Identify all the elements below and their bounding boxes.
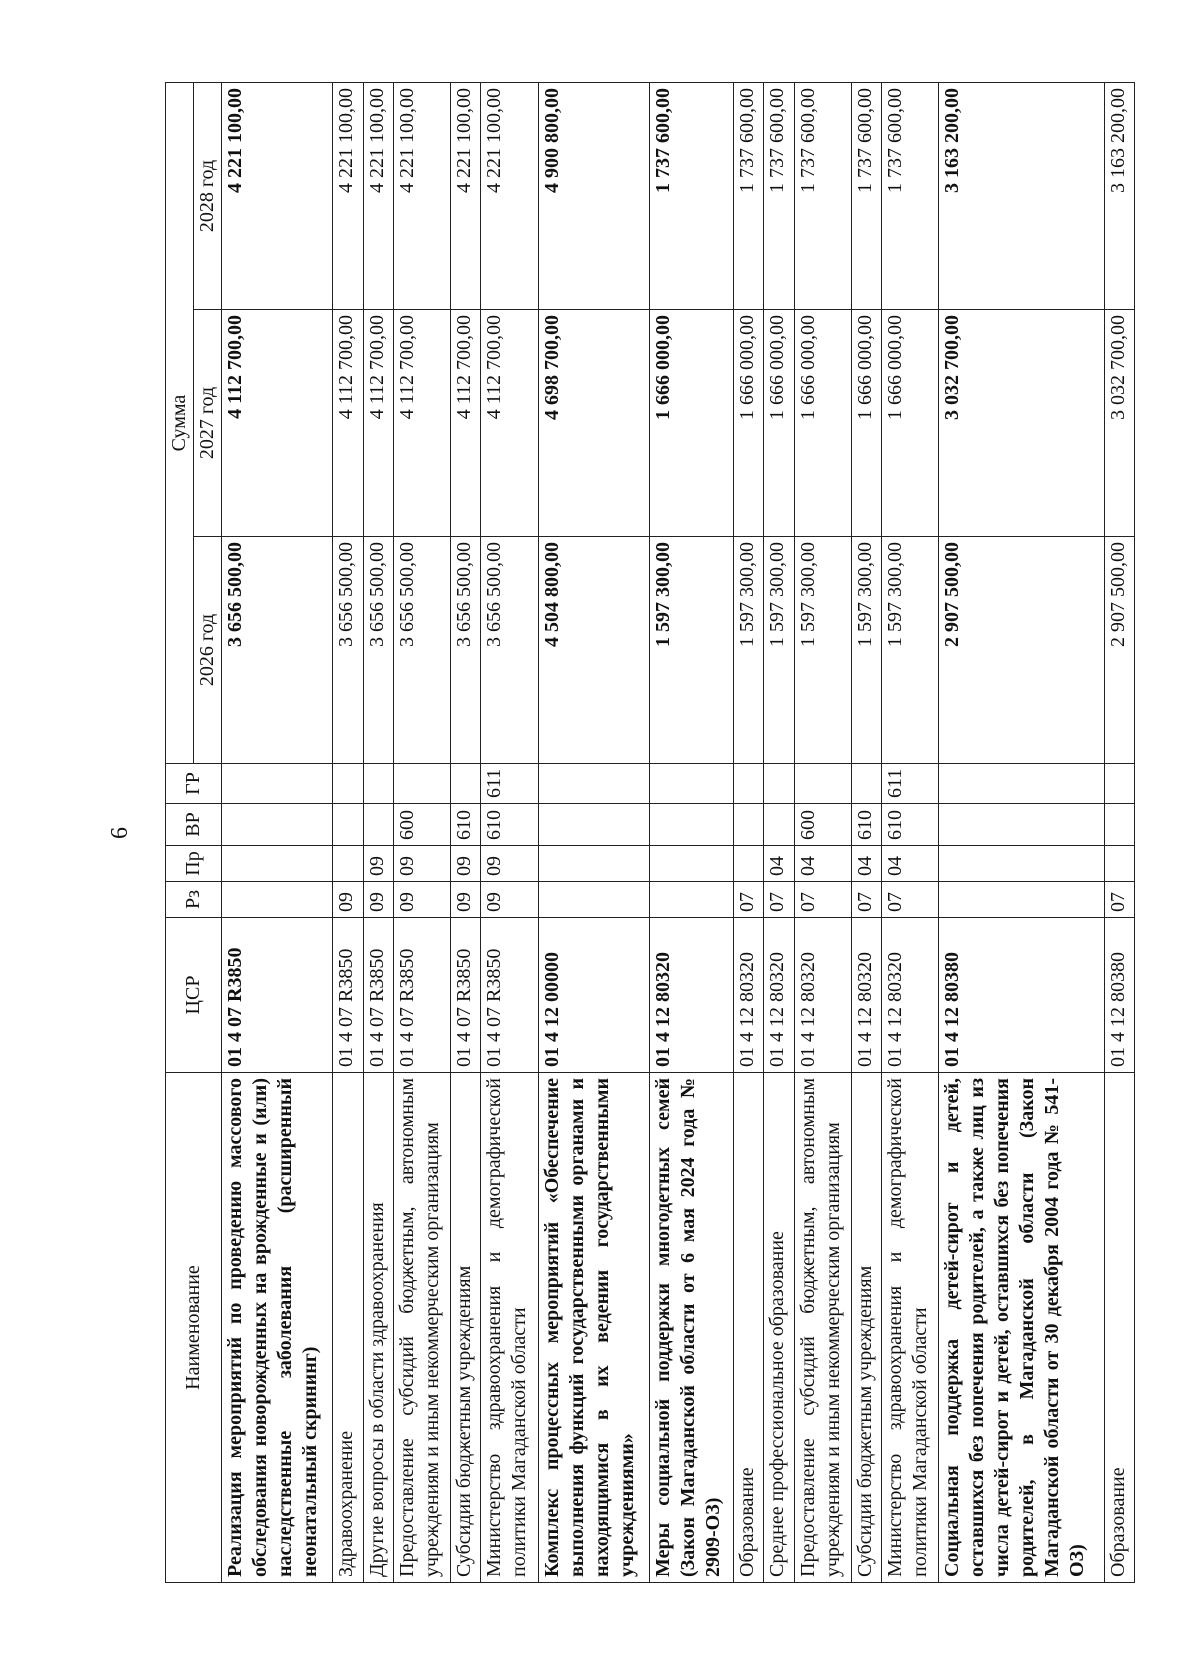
row-name: Социальная поддержка детей-сирот и детей, оставшихся без попечения родителей, а также лиц из числа детей-сирот и детей, оставшихся без попечения родителей, в Магаданской области (Закон Магаданской области от 30 декабря 2004 года № 541-ОЗ) (939, 1073, 1104, 1583)
row-rz: 07 (1104, 882, 1134, 918)
row-pr: 04 (764, 846, 794, 882)
row-2028: 3 163 200,00 (939, 83, 1104, 310)
header-2026: 2026 год (194, 537, 222, 764)
row-2028: 1 737 600,00 (764, 83, 794, 310)
row-name: Комплекс процессных мероприятий «Обеспечение выполнения функций государственными органами и находящимися в их ведении государственными учреждениями» (538, 1073, 649, 1583)
row-2027: 4 112 700,00 (481, 310, 538, 537)
row-gr (333, 764, 363, 804)
row-2028: 4 221 100,00 (451, 83, 481, 310)
row-2027: 4 112 700,00 (451, 310, 481, 537)
row-gr (851, 764, 881, 804)
row-2027: 4 112 700,00 (393, 310, 450, 537)
row-pr: 04 (794, 846, 851, 882)
table-header-row (166, 83, 194, 1583)
row-2026: 1 597 300,00 (851, 537, 881, 764)
table-row (734, 83, 764, 1583)
row-2028: 1 737 600,00 (794, 83, 851, 310)
row-pr (734, 846, 764, 882)
row-gr (393, 764, 450, 804)
row-2026: 3 656 500,00 (222, 537, 333, 764)
row-vr (363, 804, 393, 846)
row-name: Субсидии бюджетным учреждениям (851, 1073, 881, 1583)
row-name: Предоставление субсидий бюджетным, автономным учреждениям и иным некоммерческим организациям (393, 1073, 450, 1583)
row-vr: 610 (851, 804, 881, 846)
row-name: Реализация мероприятий по проведению массового обследования новорожденных на врожденные и (или) наследственные заболевания (расширенный неонатальный скрининг) (222, 1073, 333, 1583)
row-pr: 04 (882, 846, 939, 882)
header-vr: ВР (166, 804, 222, 846)
row-vr (939, 804, 1104, 846)
row-gr (734, 764, 764, 804)
row-name: Субсидии бюджетным учреждениям (451, 1073, 481, 1583)
header-sum: Сумма (166, 83, 194, 764)
row-2026: 2 907 500,00 (1104, 537, 1134, 764)
row-2027: 3 032 700,00 (1104, 310, 1134, 537)
row-name: Образование (734, 1073, 764, 1583)
row-2026: 2 907 500,00 (939, 537, 1104, 764)
table-row (222, 83, 333, 1583)
row-rz: 09 (481, 882, 538, 918)
table-row (333, 83, 363, 1583)
table-row (451, 83, 481, 1583)
table-row (481, 83, 538, 1583)
row-2026: 3 656 500,00 (393, 537, 450, 764)
row-rz (222, 882, 333, 918)
row-2027: 4 112 700,00 (363, 310, 393, 537)
row-rz: 07 (882, 882, 939, 918)
row-vr (649, 804, 733, 846)
row-gr: 611 (882, 764, 939, 804)
row-vr (764, 804, 794, 846)
table-row (794, 83, 851, 1583)
row-pr: 09 (481, 846, 538, 882)
row-vr (734, 804, 764, 846)
row-name: Среднее профессиональное образование (764, 1073, 794, 1583)
row-name: Предоставление субсидий бюджетным, автономным учреждениям и иным некоммерческим организациям (794, 1073, 851, 1583)
row-vr: 600 (794, 804, 851, 846)
row-2028: 3 163 200,00 (1104, 83, 1134, 310)
row-rz: 09 (393, 882, 450, 918)
page-number: 6 (106, 827, 133, 839)
row-2026: 4 504 800,00 (538, 537, 649, 764)
row-rz: 09 (451, 882, 481, 918)
row-csr: 01 4 12 80320 (794, 918, 851, 1073)
row-rz: 09 (333, 882, 363, 918)
row-csr: 01 4 12 80320 (882, 918, 939, 1073)
row-csr: 01 4 07 R3850 (222, 918, 333, 1073)
rotated-page (165, 83, 1135, 1583)
row-gr (939, 764, 1104, 804)
row-pr (538, 846, 649, 882)
row-2027: 4 112 700,00 (222, 310, 333, 537)
row-name: Министерство здравоохранения и демографической политики Магаданской области (481, 1073, 538, 1583)
row-csr: 01 4 12 80320 (764, 918, 794, 1073)
table-row (939, 83, 1104, 1583)
row-2026: 3 656 500,00 (481, 537, 538, 764)
row-gr: 611 (481, 764, 538, 804)
header-name: Наименование (166, 1073, 222, 1583)
row-2026: 3 656 500,00 (333, 537, 363, 764)
row-gr (649, 764, 733, 804)
budget-table (165, 82, 1135, 1583)
row-rz (649, 882, 733, 918)
row-name: Образование (1104, 1073, 1134, 1583)
row-name: Здравоохранение (333, 1073, 363, 1583)
row-rz: 07 (734, 882, 764, 918)
table-row (882, 83, 939, 1583)
row-csr: 01 4 12 80380 (1104, 918, 1134, 1073)
row-pr (222, 846, 333, 882)
row-2027: 1 666 000,00 (764, 310, 794, 537)
row-gr (363, 764, 393, 804)
row-name: Министерство здравоохранения и демографической политики Магаданской области (882, 1073, 939, 1583)
row-rz (939, 882, 1104, 918)
row-vr: 610 (481, 804, 538, 846)
row-csr: 01 4 07 R3850 (393, 918, 450, 1073)
row-pr (333, 846, 363, 882)
table-row (764, 83, 794, 1583)
row-csr: 01 4 12 80320 (851, 918, 881, 1073)
row-2028: 4 221 100,00 (363, 83, 393, 310)
row-2026: 1 597 300,00 (794, 537, 851, 764)
row-vr: 610 (451, 804, 481, 846)
row-rz: 07 (764, 882, 794, 918)
row-2028: 1 737 600,00 (649, 83, 733, 310)
row-pr: 04 (851, 846, 881, 882)
row-gr (451, 764, 481, 804)
row-2028: 1 737 600,00 (882, 83, 939, 310)
row-2027: 1 666 000,00 (851, 310, 881, 537)
row-gr (764, 764, 794, 804)
row-csr: 01 4 07 R3850 (451, 918, 481, 1073)
header-gr: ГР (166, 764, 222, 804)
row-2026: 1 597 300,00 (764, 537, 794, 764)
table-row (1104, 83, 1134, 1583)
row-csr: 01 4 12 00000 (538, 918, 649, 1073)
table-row (393, 83, 450, 1583)
row-2027: 1 666 000,00 (649, 310, 733, 537)
row-vr (333, 804, 363, 846)
table-row (363, 83, 393, 1583)
row-vr: 600 (393, 804, 450, 846)
row-2027: 4 698 700,00 (538, 310, 649, 537)
row-2028: 1 737 600,00 (734, 83, 764, 310)
table-row (538, 83, 649, 1583)
row-pr (649, 846, 733, 882)
row-2026: 1 597 300,00 (649, 537, 733, 764)
row-pr: 09 (393, 846, 450, 882)
row-2027: 3 032 700,00 (939, 310, 1104, 537)
row-gr (794, 764, 851, 804)
row-pr: 09 (363, 846, 393, 882)
row-2026: 1 597 300,00 (882, 537, 939, 764)
row-vr: 610 (882, 804, 939, 846)
row-pr (939, 846, 1104, 882)
row-gr (1104, 764, 1134, 804)
row-vr (1104, 804, 1134, 846)
row-rz: 07 (851, 882, 881, 918)
row-name: Другие вопросы в области здравоохранения (363, 1073, 393, 1583)
header-csr: ЦСР (166, 918, 222, 1073)
row-pr (1104, 846, 1134, 882)
row-rz: 09 (363, 882, 393, 918)
row-csr: 01 4 07 R3850 (333, 918, 363, 1073)
row-2028: 4 221 100,00 (222, 83, 333, 310)
row-2026: 1 597 300,00 (734, 537, 764, 764)
row-2026: 3 656 500,00 (451, 537, 481, 764)
header-2028: 2028 год (194, 83, 222, 310)
row-rz (538, 882, 649, 918)
table-row (851, 83, 881, 1583)
row-csr: 01 4 12 80380 (939, 918, 1104, 1073)
header-rz: Рз (166, 882, 222, 918)
row-csr: 01 4 07 R3850 (363, 918, 393, 1073)
row-2028: 4 221 100,00 (393, 83, 450, 310)
row-2028: 1 737 600,00 (851, 83, 881, 310)
row-2028: 4 221 100,00 (333, 83, 363, 310)
row-rz: 07 (794, 882, 851, 918)
row-csr: 01 4 07 R3850 (481, 918, 538, 1073)
row-csr: 01 4 12 80320 (734, 918, 764, 1073)
row-vr (538, 804, 649, 846)
row-2026: 3 656 500,00 (363, 537, 393, 764)
row-2027: 1 666 000,00 (882, 310, 939, 537)
row-2028: 4 221 100,00 (481, 83, 538, 310)
row-2028: 4 900 800,00 (538, 83, 649, 310)
row-gr (538, 764, 649, 804)
row-csr: 01 4 12 80320 (649, 918, 733, 1073)
table-row (649, 83, 733, 1583)
row-pr: 09 (451, 846, 481, 882)
row-2027: 1 666 000,00 (734, 310, 764, 537)
row-gr (222, 764, 333, 804)
header-2027: 2027 год (194, 310, 222, 537)
row-2027: 4 112 700,00 (333, 310, 363, 537)
row-2027: 1 666 000,00 (794, 310, 851, 537)
row-name: Меры социальной поддержки многодетных семей (Закон Магаданской области от 6 мая 2024 года № 2909-ОЗ) (649, 1073, 733, 1583)
header-pr: Пр (166, 846, 222, 882)
row-vr (222, 804, 333, 846)
